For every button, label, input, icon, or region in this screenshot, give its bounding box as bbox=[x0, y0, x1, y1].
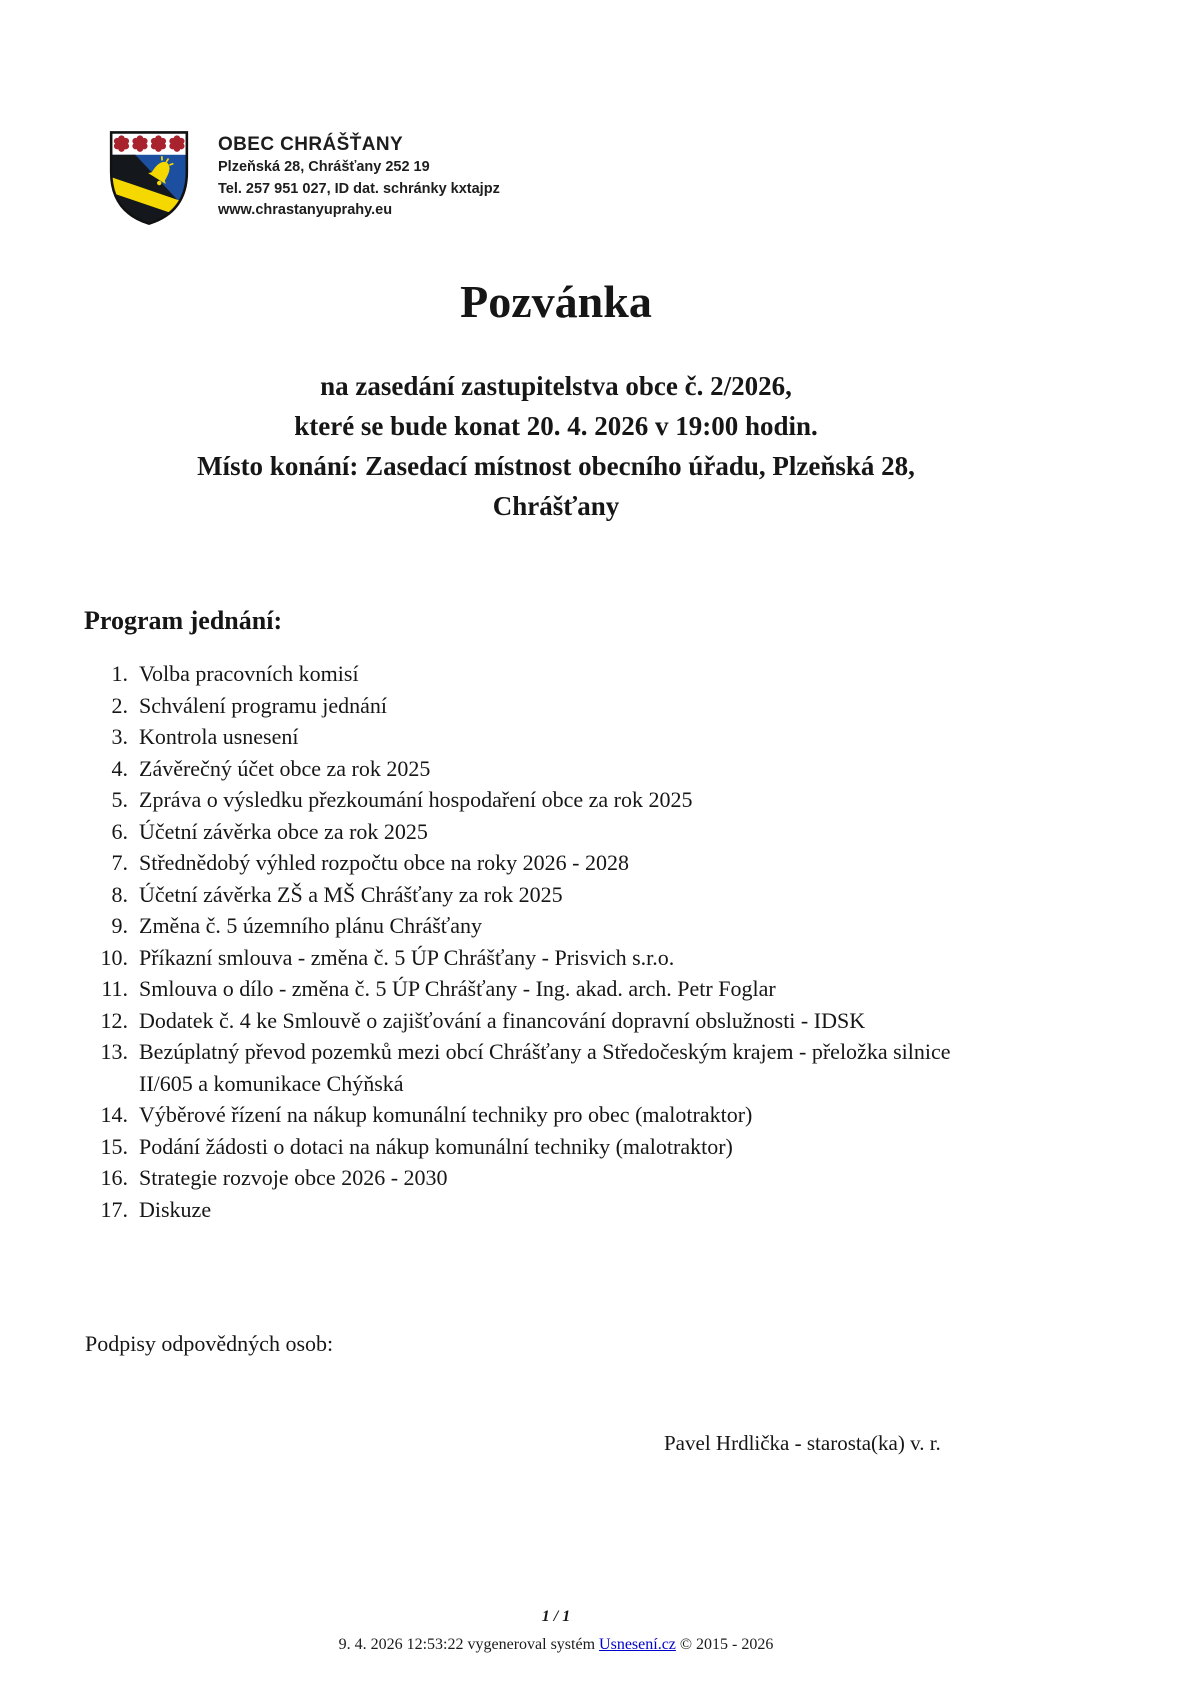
item-text: Podání žádosti o dotaci na nákup komunální techniky (malotraktor) bbox=[139, 1133, 733, 1159]
item-text: Příkazní smlouva - změna č. 5 ÚP Chrášťany - Prisvich s.r.o. bbox=[139, 944, 675, 970]
item-number: 11. bbox=[101, 976, 128, 1001]
list-item bbox=[84, 1162, 999, 1194]
usneseni-link[interactable]: Usnesení.cz bbox=[599, 1636, 676, 1653]
item-text: Změna č. 5 územního plánu Chrášťany bbox=[139, 913, 482, 938]
list-item bbox=[84, 942, 999, 974]
list-item bbox=[84, 658, 999, 690]
list-item bbox=[84, 1099, 999, 1131]
item-text: Diskuze bbox=[139, 1196, 212, 1222]
item-text: Kontrola usnesení bbox=[139, 724, 299, 749]
item-text: Účetní závěrka ZŠ a MŠ Chrášťany za rok 2025 bbox=[139, 881, 563, 907]
signer-name: Pavel Hrdlička - starosta(ka) v. r. bbox=[664, 1431, 941, 1455]
item-number: 16. bbox=[100, 1165, 128, 1190]
letterhead bbox=[218, 133, 500, 222]
list-item bbox=[84, 690, 999, 722]
signatures-label: Podpisy odpovědných osob: bbox=[85, 1331, 334, 1356]
list-item bbox=[84, 973, 999, 1005]
item-number: 8. bbox=[111, 881, 128, 907]
agenda-heading: Program jednání: bbox=[84, 606, 283, 635]
org-address: Plzeňská 28, Chrášťany 252 19 bbox=[218, 159, 430, 175]
item-number: 4. bbox=[111, 755, 128, 781]
item-text: Schválení programu jednání bbox=[139, 692, 388, 718]
generated-suffix: © 2015 - 2026 bbox=[675, 1636, 774, 1653]
agenda-list bbox=[84, 658, 999, 1225]
item-number: 10. bbox=[100, 944, 128, 970]
list-item bbox=[84, 784, 999, 816]
item-text: Zpráva o výsledku přezkoumání hospodaření obce za rok 2025 bbox=[139, 787, 693, 812]
municipal-coat-of-arms-icon bbox=[106, 126, 192, 230]
subtitle-line: které se bude konat 20. 4. 2026 v 19:00 hodin. bbox=[294, 411, 818, 441]
item-number: 12. bbox=[100, 1007, 128, 1033]
list-item bbox=[84, 721, 999, 753]
org-website: www.chrastanyuprahy.eu bbox=[218, 202, 393, 218]
list-item bbox=[84, 1036, 999, 1099]
item-text: Výběrové řízení na nákup komunální techniky pro obec (malotraktor) bbox=[139, 1102, 753, 1127]
list-item bbox=[84, 816, 999, 848]
subtitle-line: na zasedání zastupitelstva obce č. 2/2026, bbox=[320, 371, 792, 401]
page-title: Pozvánka bbox=[460, 276, 652, 327]
item-text: Bezúplatný převod pozemků mezi obcí Chrášťany a Středočeským krajem - přeložka silnice II/605 a komunikace Chýňská bbox=[139, 1039, 951, 1096]
item-number: 1. bbox=[111, 661, 128, 686]
item-text: Smlouva o dílo - změna č. 5 ÚP Chrášťany - Ing. akad. arch. Petr Foglar bbox=[139, 976, 776, 1001]
list-item bbox=[84, 1131, 999, 1163]
list-item bbox=[84, 910, 999, 942]
item-text: Dodatek č. 4 ke Smlouvě o zajišťování a financování dopravní obslužnosti - IDSK bbox=[139, 1007, 866, 1033]
item-number: 2. bbox=[111, 692, 128, 718]
item-text: Účetní závěrka obce za rok 2025 bbox=[139, 818, 428, 844]
org-name: OBEC CHRÁŠŤANY bbox=[218, 134, 404, 155]
list-item bbox=[84, 879, 999, 911]
list-item bbox=[84, 847, 999, 879]
item-number: 7. bbox=[111, 850, 128, 875]
org-contact: Tel. 257 951 027, ID dat. schránky kxtajpz bbox=[218, 180, 500, 197]
item-number: 9. bbox=[111, 913, 128, 938]
subtitle-line: Chrášťany bbox=[492, 491, 620, 521]
page-number: 1 / 1 bbox=[541, 1608, 571, 1625]
generated-line bbox=[80, 1636, 1032, 1654]
item-text: Strategie rozvoje obce 2026 - 2030 bbox=[139, 1165, 448, 1190]
item-text: Závěrečný účet obce za rok 2025 bbox=[139, 755, 431, 781]
subtitle-line: Místo konání: Zasedací místnost obecního úřadu, Plzeňská 28, bbox=[197, 451, 915, 481]
item-text: Střednědobý výhled rozpočtu obce na roky 2026 - 2028 bbox=[139, 850, 629, 875]
item-number: 5. bbox=[111, 787, 128, 812]
item-number: 6. bbox=[111, 818, 128, 844]
list-item bbox=[84, 753, 999, 785]
item-number: 3. bbox=[111, 724, 128, 749]
generated-prefix: 9. 4. 2026 12:53:22 vygeneroval systém bbox=[338, 1636, 600, 1653]
item-number: 17. bbox=[100, 1196, 128, 1222]
list-item bbox=[84, 1005, 999, 1037]
item-text: Volba pracovních komisí bbox=[139, 661, 359, 686]
item-number: 14. bbox=[100, 1102, 128, 1127]
meeting-subtitle bbox=[80, 366, 1032, 526]
item-number: 13. bbox=[100, 1039, 128, 1064]
item-number: 15. bbox=[100, 1133, 128, 1159]
list-item bbox=[84, 1194, 999, 1226]
